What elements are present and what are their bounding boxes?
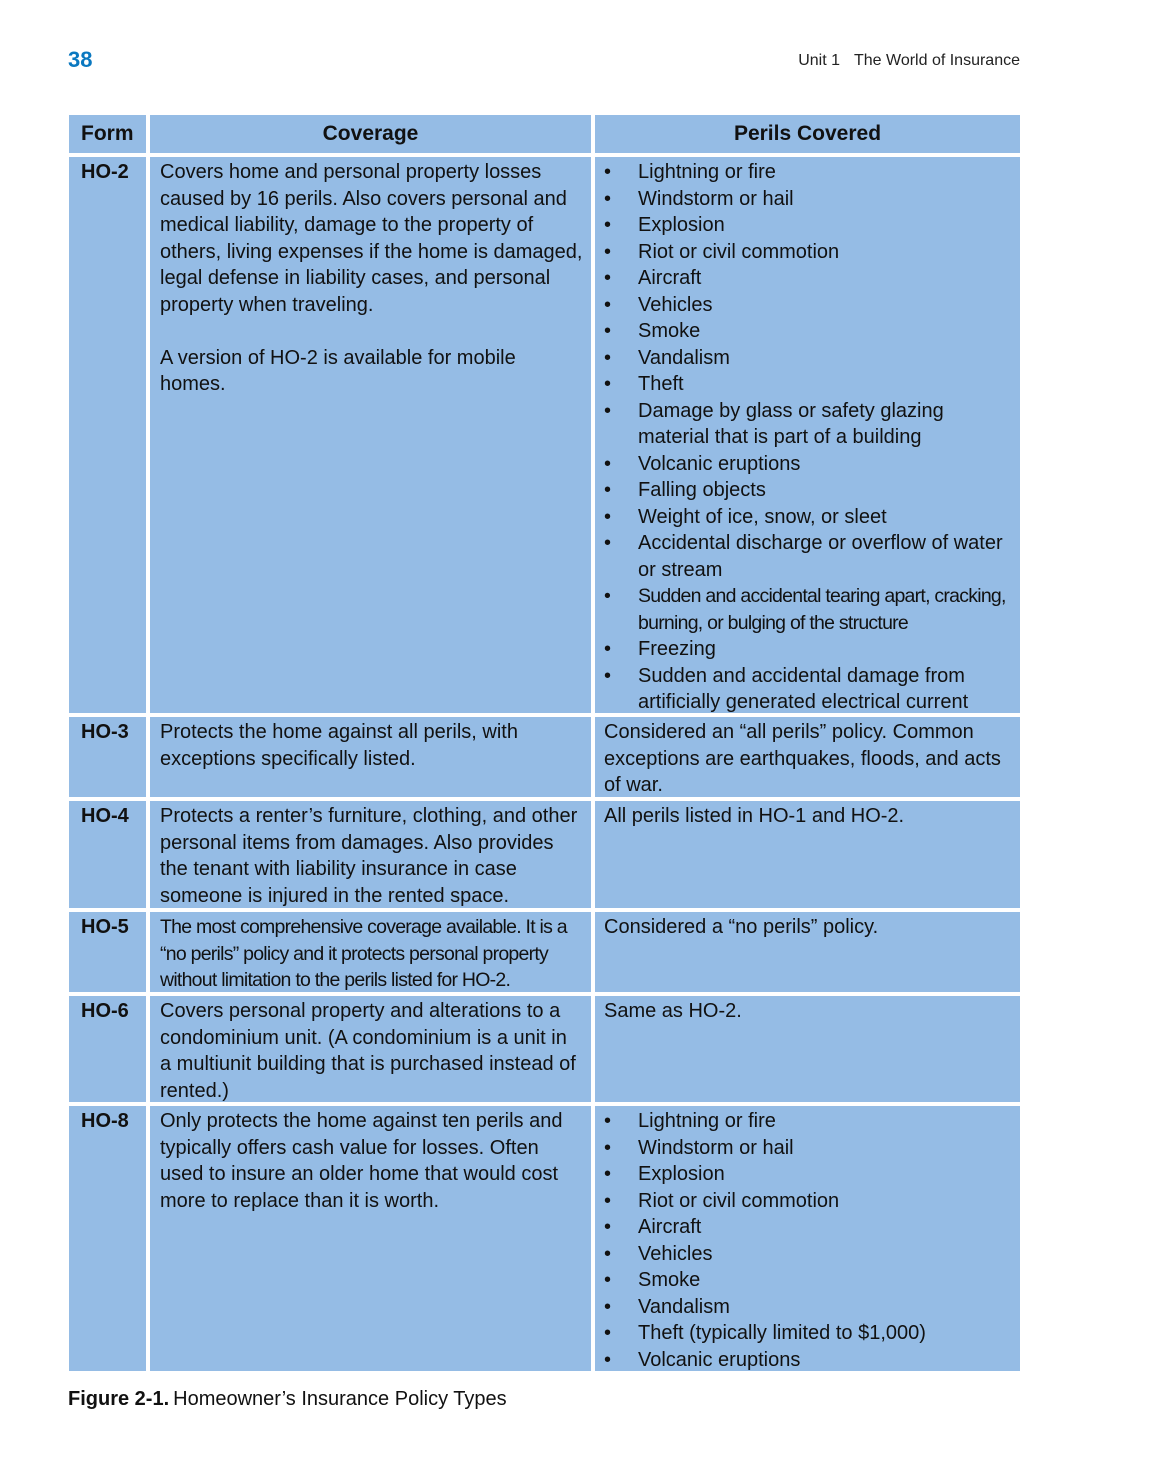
peril-item: • Lightning or fire: [604, 159, 1014, 186]
peril-item: • Windstorm or hail: [604, 1135, 1014, 1162]
policy-types-table: [69, 115, 1022, 1371]
peril-item: • Falling objects: [604, 477, 1014, 504]
coverage-paragraph: Protects a renter’s furniture, clothing, and other personal items from damages. Also provides the tenant with liability insurance in case someone is injured in the rented space.: [160, 805, 578, 907]
peril-item: • Vehicles: [604, 1241, 1014, 1268]
perils-text: Same as HO-2.: [604, 1000, 742, 1022]
perils-cell: [595, 801, 1020, 908]
peril-item: • Sudden and accidental tearing apart, cracking, burning, or bulging of the structure: [604, 583, 1014, 636]
coverage-cell: [150, 912, 591, 992]
header-perils: Perils Covered: [595, 115, 1020, 153]
peril-item: • Volcanic eruptions: [604, 1347, 1014, 1372]
perils-cell: [595, 996, 1020, 1102]
peril-item: • Vandalism: [604, 345, 1014, 372]
unit-title: The World of Insurance: [853, 52, 1020, 69]
perils-text: All perils listed in HO-1 and HO-2.: [604, 805, 905, 827]
perils-cell: [595, 1106, 1020, 1371]
peril-item: • Sudden and accidental damage from artificially generated electrical current: [604, 663, 1014, 714]
peril-item: • Theft: [604, 371, 1014, 398]
perils-list: [604, 1108, 1014, 1371]
peril-item: • Windstorm or hail: [604, 186, 1014, 213]
caption-text: Homeowner’s Insurance Policy Types: [173, 1388, 507, 1410]
coverage-paragraph: Protects the home against all perils, with exceptions specifically listed.: [160, 721, 518, 770]
peril-item: • Riot or civil commotion: [604, 1188, 1014, 1215]
unit-label: Unit 1: [798, 52, 840, 69]
coverage-paragraph: Covers home and personal property losses caused by 16 perils. Also covers personal and medical liability, damage to the property of others, living expenses if the home is damaged, legal defense in liability cases, and personal property when traveling.: [160, 161, 583, 316]
coverage-cell: [150, 801, 591, 908]
peril-item: • Smoke: [604, 318, 1014, 345]
peril-item: • Theft (typically limited to $1,000): [604, 1320, 1014, 1347]
form-code: HO-6: [69, 996, 146, 1102]
peril-item: • Smoke: [604, 1267, 1014, 1294]
coverage-paragraph: Covers personal property and alterations to a condominium unit. (A condominium is a unit in a multiunit building that is purchased instead of rented.): [160, 1000, 576, 1102]
peril-item: • Damage by glass or safety glazing material that is part of a building: [604, 398, 1014, 451]
coverage-paragraph: The most comprehensive coverage available. It is a “no perils” policy and it protects personal property without limitation to the perils listed for HO-2.: [160, 916, 567, 991]
peril-item: • Explosion: [604, 212, 1014, 239]
coverage-paragraph: A version of HO-2 is available for mobile homes.: [160, 346, 516, 395]
peril-item: • Freezing: [604, 636, 1014, 663]
perils-list: [604, 159, 1014, 713]
perils-cell: [595, 157, 1020, 713]
coverage-cell: [150, 717, 591, 797]
form-code: HO-5: [69, 912, 146, 992]
peril-item: • Volcanic eruptions: [604, 451, 1014, 478]
form-code: HO-4: [69, 801, 146, 908]
peril-item: • Riot or civil commotion: [604, 239, 1014, 266]
perils-cell: [595, 912, 1020, 992]
running-head: [798, 52, 1020, 70]
coverage-cell: [150, 996, 591, 1102]
header-form: Form: [69, 115, 146, 153]
peril-item: • Lightning or fire: [604, 1108, 1014, 1135]
peril-item: • Weight of ice, snow, or sleet: [604, 504, 1014, 531]
perils-cell: [595, 717, 1020, 797]
peril-item: • Accidental discharge or overflow of water or stream: [604, 530, 1014, 583]
form-code: HO-8: [69, 1106, 146, 1371]
peril-item: • Vehicles: [604, 292, 1014, 319]
figure-caption: [68, 1388, 507, 1411]
peril-item: • Aircraft: [604, 1214, 1014, 1241]
coverage-paragraph: Only protects the home against ten perils and typically offers cash value for losses. Often used to insure an older home that would cost more to replace than it is worth.: [160, 1110, 563, 1212]
coverage-cell: [150, 157, 591, 713]
form-code: HO-2: [69, 157, 146, 713]
perils-text: Considered a “no perils” policy.: [604, 916, 879, 938]
peril-item: • Explosion: [604, 1161, 1014, 1188]
coverage-cell: [150, 1106, 591, 1371]
caption-label: Figure 2-1.: [68, 1388, 170, 1410]
page-number: 38: [68, 47, 93, 72]
form-code: HO-3: [69, 717, 146, 797]
peril-item: • Vandalism: [604, 1294, 1014, 1321]
peril-item: • Aircraft: [604, 265, 1014, 292]
perils-text: Considered an “all perils” policy. Common exceptions are earthquakes, floods, and acts of war.: [604, 721, 1001, 796]
header-coverage: Coverage: [150, 115, 591, 153]
